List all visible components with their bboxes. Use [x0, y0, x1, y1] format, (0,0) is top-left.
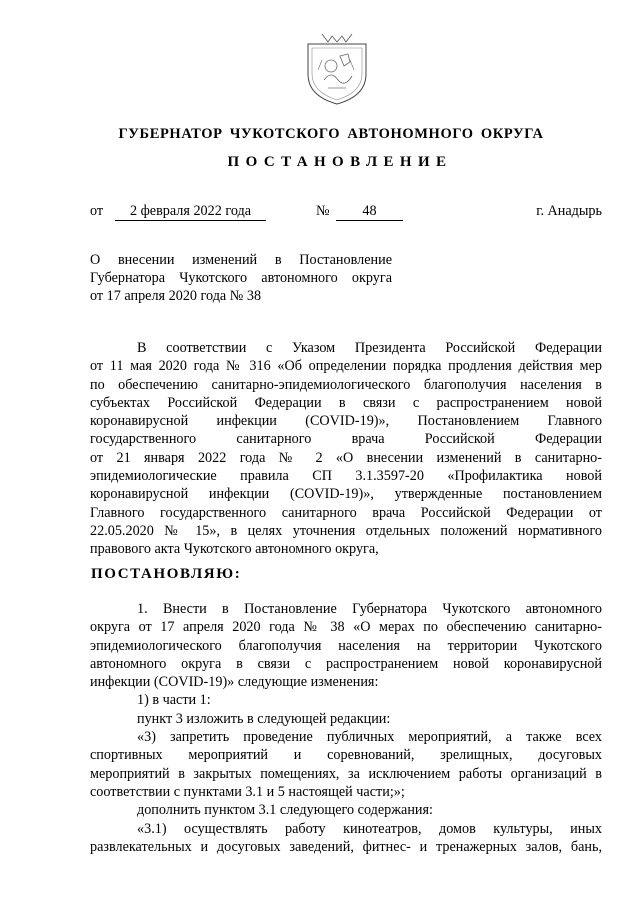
from-label: от	[90, 203, 104, 219]
main-line: «3.1) осуществлять работу кинотеатров, домов культуры, иных	[137, 820, 602, 837]
main-line: округа от 17 апреля 2020 года № 38 «О мерах по обеспечению санитарно-	[90, 619, 602, 636]
main-line: 1. Внести в Постановление Губернатора Чукотского автономного	[137, 601, 602, 617]
main-line: эпидемиологического благополучия населения на территории Чукотского	[90, 637, 602, 654]
preamble-line: субъектах Российской Федерации в связи с распространением новой	[90, 394, 602, 411]
coat-of-arms-emblem	[298, 30, 376, 108]
preamble-line: коронавирусной инфекции (COVID-19)», Постановлением Главного	[90, 413, 602, 430]
preamble-line: от 11 мая 2020 года № 316 «Об определении порядка продления действия мер	[90, 358, 602, 375]
main-line: развлекательных и досуговых заведений, фитнес- и тренажерных залов, бань,	[90, 838, 602, 855]
preamble-line: правового акта Чукотского автономного округа,	[90, 541, 379, 558]
subject-line: Губернатора Чукотского автономного округа	[90, 270, 392, 286]
document-date: 2 февраля 2022 года	[115, 203, 266, 221]
issuing-authority: ГУБЕРНАТОР ЧУКОТСКОГО АВТОНОМНОГО ОКРУГА	[118, 126, 544, 142]
main-line: инфекции (COVID-19)» следующие изменения:	[90, 674, 379, 691]
document-type-title: ПОСТАНОВЛЕНИЕ	[227, 154, 453, 170]
preamble-line: коронавирусной инфекции (COVID-19)», утвержденные постановлением	[90, 486, 602, 503]
main-line: «3) запретить проведение публичных мероприятий, а также всех	[137, 729, 602, 746]
decree-heading: ПОСТАНОВЛЯЮ:	[91, 566, 242, 582]
preamble-line: эпидемиологические правила СП 3.1.3597-20 «Профилактика новой	[90, 468, 602, 485]
preamble-line: государственного санитарного врача Российской Федерации	[90, 431, 602, 448]
preamble-line: по обеспечению санитарно-эпидемиологического благополучия населения в	[90, 376, 602, 393]
main-line: соответствии с пунктами 3.1 и 5 настоящей части;»;	[90, 783, 405, 800]
document-number: 48	[336, 203, 403, 221]
main-line: автономного округа в связи с распространением новой коронавирусной	[90, 655, 602, 672]
main-line: пункт 3 изложить в следующей редакции:	[137, 710, 391, 727]
document-meta-row	[90, 203, 602, 223]
document-city: г. Анадырь	[536, 203, 602, 219]
subject-line: О внесении изменений в Постановление	[90, 252, 392, 268]
main-line: мероприятий в закрытых помещениях, за исключением работы организаций в	[90, 765, 602, 782]
main-text	[90, 600, 602, 856]
main-line: дополнить пунктом 3.1 следующего содержания:	[137, 802, 433, 819]
main-line: спортивных мероприятий и соревнований, зрелищных, досуговых	[90, 747, 602, 764]
preamble-paragraph	[90, 339, 602, 559]
preamble-line: 22.05.2020 № 15», в целях уточнения отдельных положений нормативного	[90, 522, 602, 539]
preamble-line: от 21 января 2022 года № 2 «О внесении изменений в санитарно-	[90, 449, 602, 466]
number-label: №	[316, 203, 330, 219]
document-subject	[90, 251, 392, 305]
preamble-line: Главного государственного санитарного врача Российской Федерации от	[90, 504, 602, 521]
main-line: 1) в части 1:	[137, 692, 211, 709]
preamble-line: В соответствии с Указом Президента Российской Федерации	[137, 340, 602, 356]
subject-line: от 17 апреля 2020 года № 38	[90, 288, 262, 304]
